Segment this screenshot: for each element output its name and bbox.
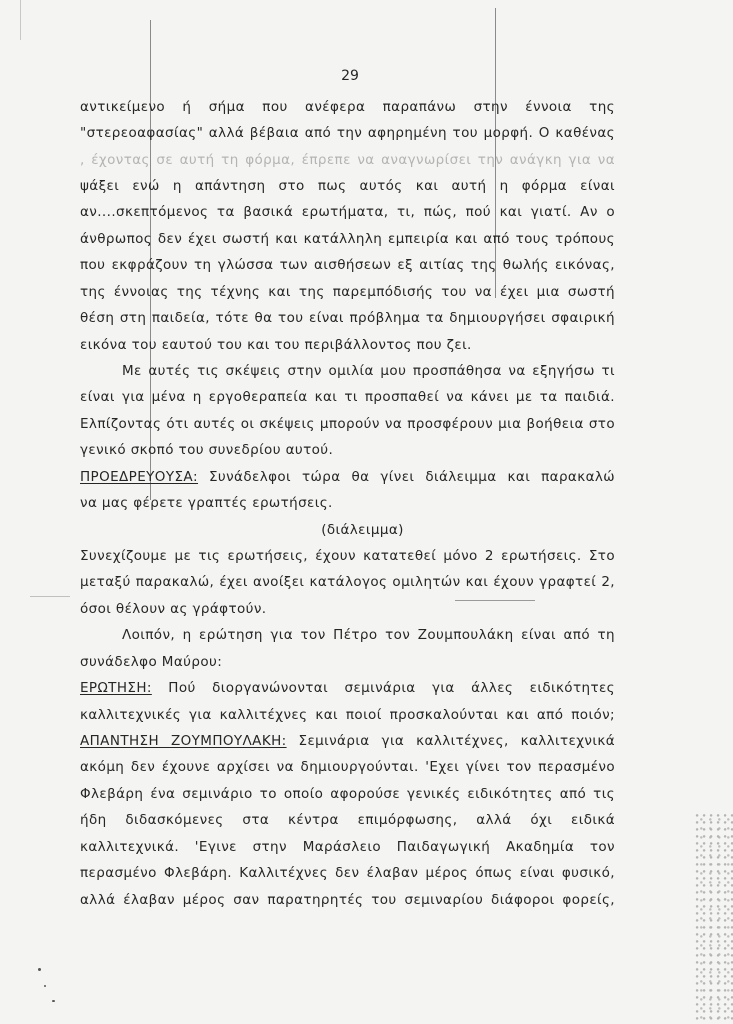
line-text: Φλεβάρη ένα σεμινάριο το οποίο αφορούσε γενικές ειδικότητες από τις	[80, 786, 615, 802]
text-line	[80, 494, 615, 513]
text-line	[80, 547, 615, 566]
line-text: συνάδελφο Μαύρου:	[80, 654, 223, 670]
line-text: μεταξύ παρακαλώ, έχει ανοίξει κατάλογος ομιλητών και έχουν γραφτεί 2,	[80, 574, 615, 590]
line-text: εικόνα του εαυτού του και του περιβάλλοντος που ζει.	[80, 337, 472, 353]
text-line	[80, 732, 615, 751]
line-text: είναι για μένα η εργοθεραπεία και τι προσπαθεί να κάνει με τα παιδιά.	[80, 389, 615, 405]
line-text: όσοι θέλουν ας γράφτούν.	[80, 601, 267, 617]
line-text: Συνεχίζουμε με τις ερωτήσεις, έχουν κατατεθεί μόνο 2 ερωτήσεις. Στο	[80, 548, 615, 564]
text-line	[80, 838, 615, 857]
line-text: που εκφράζουν τη γλώσσα των αισθήσεων εξ αιτίας της θωλής εικόνας,	[80, 257, 615, 273]
line-text: καλλιτεχνικά. 'Εγινε στην Μαράσλειο Παιδαγωγική Ακαδημία τον	[80, 839, 615, 855]
line-text: ήδη διδασκόμενες στα κέντρα επιμόρφωσης, αλλά όχι ειδικά	[80, 812, 615, 828]
line-text: περασμένο Φλεβάρη. Καλλιτέχνες δεν έλαβαν μέρος όπως είναι φυσικό,	[80, 865, 615, 881]
text-line	[80, 203, 615, 222]
line-text: Με αυτές τις σκέψεις στην ομιλία μου προσπάθησα να εξηγήσω τι	[122, 363, 615, 379]
line-text: αν....σκεπτόμενος τα βασικά ερωτήματα, τι, πώς, πού και γιατί. Αν ο	[80, 204, 615, 220]
line-text: αλλά έλαβαν μέρος σαν παρατηρητές του σεμιναρίου διάφοροι φορείς,	[80, 892, 615, 908]
line-text: αντικείμενο ή σήμα που ανέφερα παραπάνω στην έννοια της	[80, 99, 615, 115]
line-text: "στερεοαφασίας" αλλά βέβαια από την αφηρημένη του μορφή. Ο καθένας	[80, 125, 615, 141]
text-line	[80, 283, 615, 302]
text-line	[80, 785, 615, 804]
text-line	[80, 388, 615, 407]
text-line	[80, 653, 615, 672]
text-line	[80, 256, 615, 275]
line-text: ακόμη δεν έχουνε αρχίσει να δημιουργούνται. 'Εχει γίνει τον περασμένο	[80, 759, 615, 775]
line-text: γενικό σκοπό του συνεδρίου αυτού.	[80, 442, 334, 458]
line-text: ψάξει ενώ η απάντηση στο πως αυτός και αυτή η φόρμα είναι	[80, 178, 615, 194]
text-line	[80, 468, 615, 487]
line-text: να μας φέρετε γραπτές ερωτήσεις.	[80, 495, 333, 511]
line-text: (διάλειμμα)	[321, 522, 404, 538]
text-line	[80, 230, 615, 249]
scan-speck	[52, 1000, 55, 1002]
line-text: άνθρωπος δεν έχει σωστή και κατάλληλη εμπειρία και από τους τρόπους	[80, 231, 615, 247]
text-line	[122, 626, 615, 645]
scan-speck	[44, 985, 46, 987]
line-text: καλλιτεχνικές για καλλιτέχνες και ποιοί προσκαλούνται και από ποιόν;	[80, 707, 615, 723]
page-number: 29	[341, 68, 359, 84]
speaker-label: ΑΠΑΝΤΗΣΗ ΖΟΥΜΠΟΥΛΑΚΗ:	[80, 733, 287, 749]
text-line	[80, 441, 615, 460]
text-line	[80, 415, 615, 434]
line-text: Ελπίζοντας ότι αυτές οι σκέψεις μπορούν να προσφέρουν μια βοήθεια στο	[80, 416, 615, 432]
line-text: Συνάδελφοι τώρα θα γίνει διάλειμμα και παρακαλώ	[198, 469, 615, 485]
scan-speck	[38, 968, 41, 971]
text-line	[80, 600, 615, 619]
text-line	[80, 758, 615, 777]
line-text: της έννοιας της τέχνης και της παρεμπόδισής του να έχει μια σωστή	[80, 284, 615, 300]
text-line	[80, 336, 615, 355]
speaker-label: ΕΡΩΤΗΣΗ:	[80, 680, 152, 696]
text-line	[122, 362, 615, 381]
text-line	[80, 679, 615, 698]
scan-artifact-line	[20, 0, 21, 40]
scan-artifact-dash	[30, 596, 70, 597]
text-line	[80, 98, 615, 117]
scan-noise-edge	[695, 814, 733, 1024]
speaker-label: ΠΡΟΕΔΡΕΥΟΥΣΑ:	[80, 469, 198, 485]
text-line	[80, 706, 615, 725]
text-line	[80, 177, 615, 196]
line-text: θέση στη παιδεία, τότε θα του είναι πρόβλημα τα δημιουργήσει σφαιρική	[80, 310, 615, 326]
text-line	[80, 521, 615, 540]
line-text: Σεμινάρια για καλλιτέχνες, καλλιτεχνικά	[286, 733, 615, 749]
line-text: Λοιπόν, η ερώτηση για τον Πέτρο τον Ζουμπουλάκη είναι από τη	[122, 627, 615, 643]
text-line	[80, 811, 615, 830]
text-line	[80, 124, 615, 143]
text-line	[80, 573, 615, 592]
line-text: Πού διοργανώνονται σεμινάρια για άλλες ειδικότητες	[151, 680, 615, 696]
text-line	[80, 309, 615, 328]
line-text: , έχοντας σε αυτή τη φόρμα, έπρεπε να αναγνωρίσει την ανάγκη για να	[80, 152, 615, 168]
text-line	[80, 864, 615, 883]
text-line	[80, 151, 615, 170]
text-line	[80, 891, 615, 910]
